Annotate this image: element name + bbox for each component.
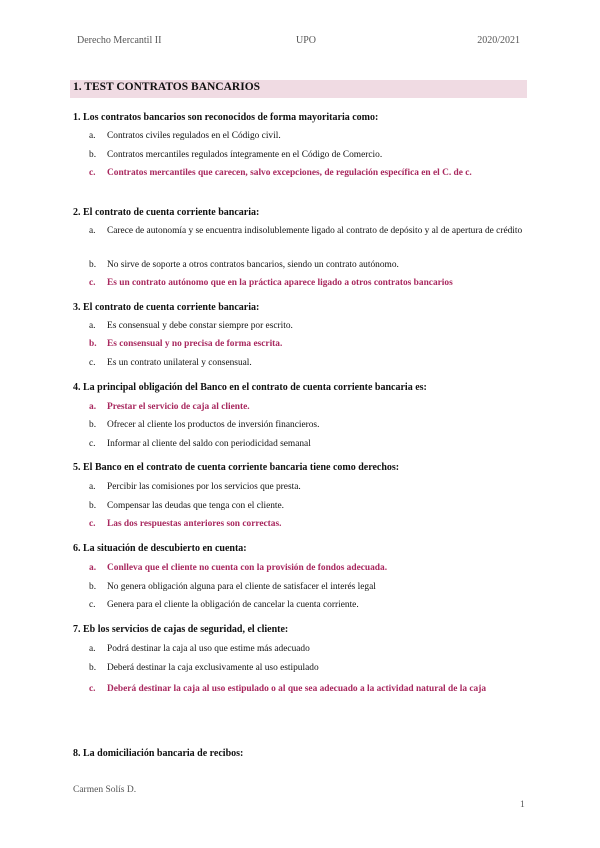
page-header — [77, 35, 520, 49]
option-4b: b. Ofrecer al cliente los productos de inversión financieros. — [89, 420, 320, 430]
option-2c-correct: c. Es un contrato autónomo que en la práctica aparece ligado a otros contratos bancarios — [89, 278, 453, 288]
question-8: 8. La domiciliación bancaria de recibos: — [73, 748, 244, 759]
question-2: 2. El contrato de cuenta corriente bancaria: — [73, 207, 260, 218]
option-4a-correct: a. Prestar el servicio de caja al cliente. — [89, 402, 250, 412]
question-4: 4. La principal obligación del Banco en el contrato de cuenta corriente bancaria es: — [73, 382, 427, 393]
question-3: 3. El contrato de cuenta corriente bancaria: — [73, 302, 260, 313]
question-5: 5. El Banco en el contrato de cuenta corriente bancaria tiene como derechos: — [73, 462, 400, 473]
option-3c: c. Es un contrato unilateral y consensual. — [89, 358, 252, 368]
option-7b: b. Deberá destinar la caja exclusivamente al uso estipulado — [89, 663, 319, 673]
option-6b: b. No genera obligación alguna para el cliente de satisfacer el interés legal — [89, 582, 376, 592]
option-7a: a. Podrá destinar la caja al uso que estime más adecuado — [89, 644, 310, 654]
option-5b: b. Compensar las deudas que tenga con el cliente. — [89, 501, 285, 511]
option-3b-correct: b. Es consensual y no precisa de forma escrita. — [89, 339, 283, 349]
option-5a: a. Percibir las comisiones por los servicios que presta. — [89, 482, 301, 492]
footer-author: Carmen Solís D. — [73, 785, 137, 795]
question-7: 7. Eb los servicios de cajas de seguridad, el cliente: — [73, 624, 289, 635]
header-year: 2020/2021 — [477, 35, 520, 46]
option-1c-correct: c. Contratos mercantiles que carecen, salvo excepciones, de regulación específica en el C. de c. — [89, 168, 472, 178]
option-6c: c. Genera para el cliente la obligación de cancelar la cuenta corriente. — [89, 600, 359, 610]
question-1: 1. Los contratos bancarios son reconocidos de forma mayoritaria como: — [73, 112, 379, 123]
page-number: 1 — [520, 800, 525, 810]
header-university: UPO — [296, 35, 317, 46]
section-title: 1. TEST CONTRATOS BANCARIOS — [73, 81, 261, 93]
option-7c-correct: c. Deberá destinar la caja al uso estipulado o al que sea adecuado a la actividad natural de la caja — [89, 684, 487, 694]
option-1a: a. Contratos civiles regulados en el Código civil. — [89, 131, 281, 141]
option-5c-correct: c. Las dos respuestas anteriores son correctas. — [89, 519, 282, 529]
option-1b: b. Contratos mercantiles regulados íntegramente en el Código de Comercio. — [89, 150, 383, 160]
header-course: Derecho Mercantil II — [77, 35, 162, 46]
option-6a-correct: a. Conlleva que el cliente no cuenta con la provisión de fondos adecuada. — [89, 563, 388, 573]
option-2b: b. No sirve de soporte a otros contratos bancarios, siendo un contrato autónomo. — [89, 260, 399, 270]
option-2a: a. Carece de autonomía y se encuentra indisolublemente ligado al contrato de depósito y al de apertura de crédito — [89, 226, 523, 236]
question-6: 6. La situación de descubierto en cuenta: — [73, 543, 247, 554]
option-3a: a. Es consensual y debe constar siempre por escrito. — [89, 321, 293, 331]
option-4c: c. Informar al cliente del saldo con periodicidad semanal — [89, 439, 311, 449]
